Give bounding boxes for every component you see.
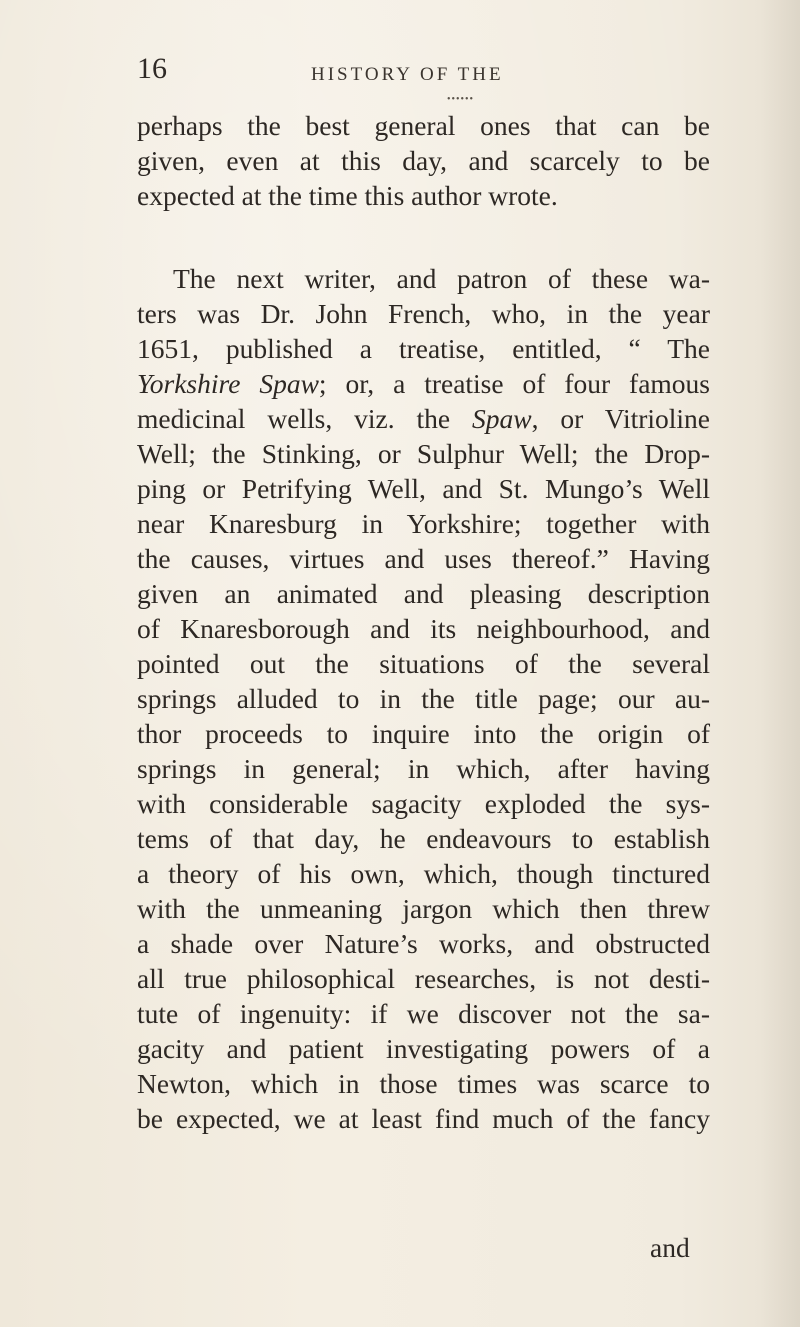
text-line: thor proceeds to inquire into the origin of [137,718,710,749]
text-line: springs alluded to in the title page; our au- [137,683,710,714]
text-line: all true philosophical researches, is not desti- [137,963,710,994]
text-fragment: ; or, a treatise of four famous [318,368,711,399]
text-line: springs in general; in which, after having [137,753,710,784]
running-head: HISTORY OF THE [311,64,504,85]
spaw-italic: Spaw [472,403,532,434]
text-line: given an animated and pleasing description [137,578,710,609]
text-line: Well; the Stinking, or Sulphur Well; the Drop- [137,438,710,469]
text-line: of Knaresborough and its neighbourhood, and [137,613,710,644]
catchword: and [650,1232,690,1263]
text-line: near Knaresburg in Yorkshire; together with [137,508,710,539]
text-line: ters was Dr. John French, who, in the year [137,298,710,329]
page-edge-shadow [760,0,800,1327]
text-line: a theory of his own, which, though tinctured [137,858,710,889]
text-line [137,366,710,401]
text-line: given, even at this day, and scarcely to be [137,145,710,176]
text-line: gacity and patient investigating powers of a [137,1033,710,1064]
text-line: The next writer, and patron of these wa- [173,263,710,294]
text-line: pointed out the situations of the several [137,648,710,679]
text-fragment: , or Vitrioline [531,403,711,434]
header-ornament: •••••• [447,94,475,105]
book-title-italic: Yorkshire Spaw [137,368,319,399]
text-line: tute of ingenuity: if we discover not the sa- [137,998,710,1029]
page-number: 16 [137,52,167,85]
text-line: a shade over Nature’s works, and obstructed [137,928,710,959]
text-line: the causes, virtues and uses thereof.” Having [137,543,710,574]
text-line: ping or Petrifying Well, and St. Mungo’s Well [137,473,710,504]
text-line: expected at the time this author wrote. [137,180,558,211]
text-line: perhaps the best general ones that can be [137,110,710,141]
text-line: Newton, which in those times was scarce to [137,1068,710,1099]
text-line: with considerable sagacity exploded the sys- [137,788,710,819]
paragraph-gap [137,213,710,261]
text-line: with the unmeaning jargon which then threw [137,893,710,924]
text-line [137,401,710,436]
text-fragment: medicinal wells, viz. the [137,403,473,434]
body-text [137,108,710,1136]
text-line: be expected, we at least find much of the fancy [137,1103,710,1134]
text-line: tems of that day, he endeavours to establish [137,823,710,854]
text-line: 1651, published a treatise, entitled, “ The [137,333,710,364]
